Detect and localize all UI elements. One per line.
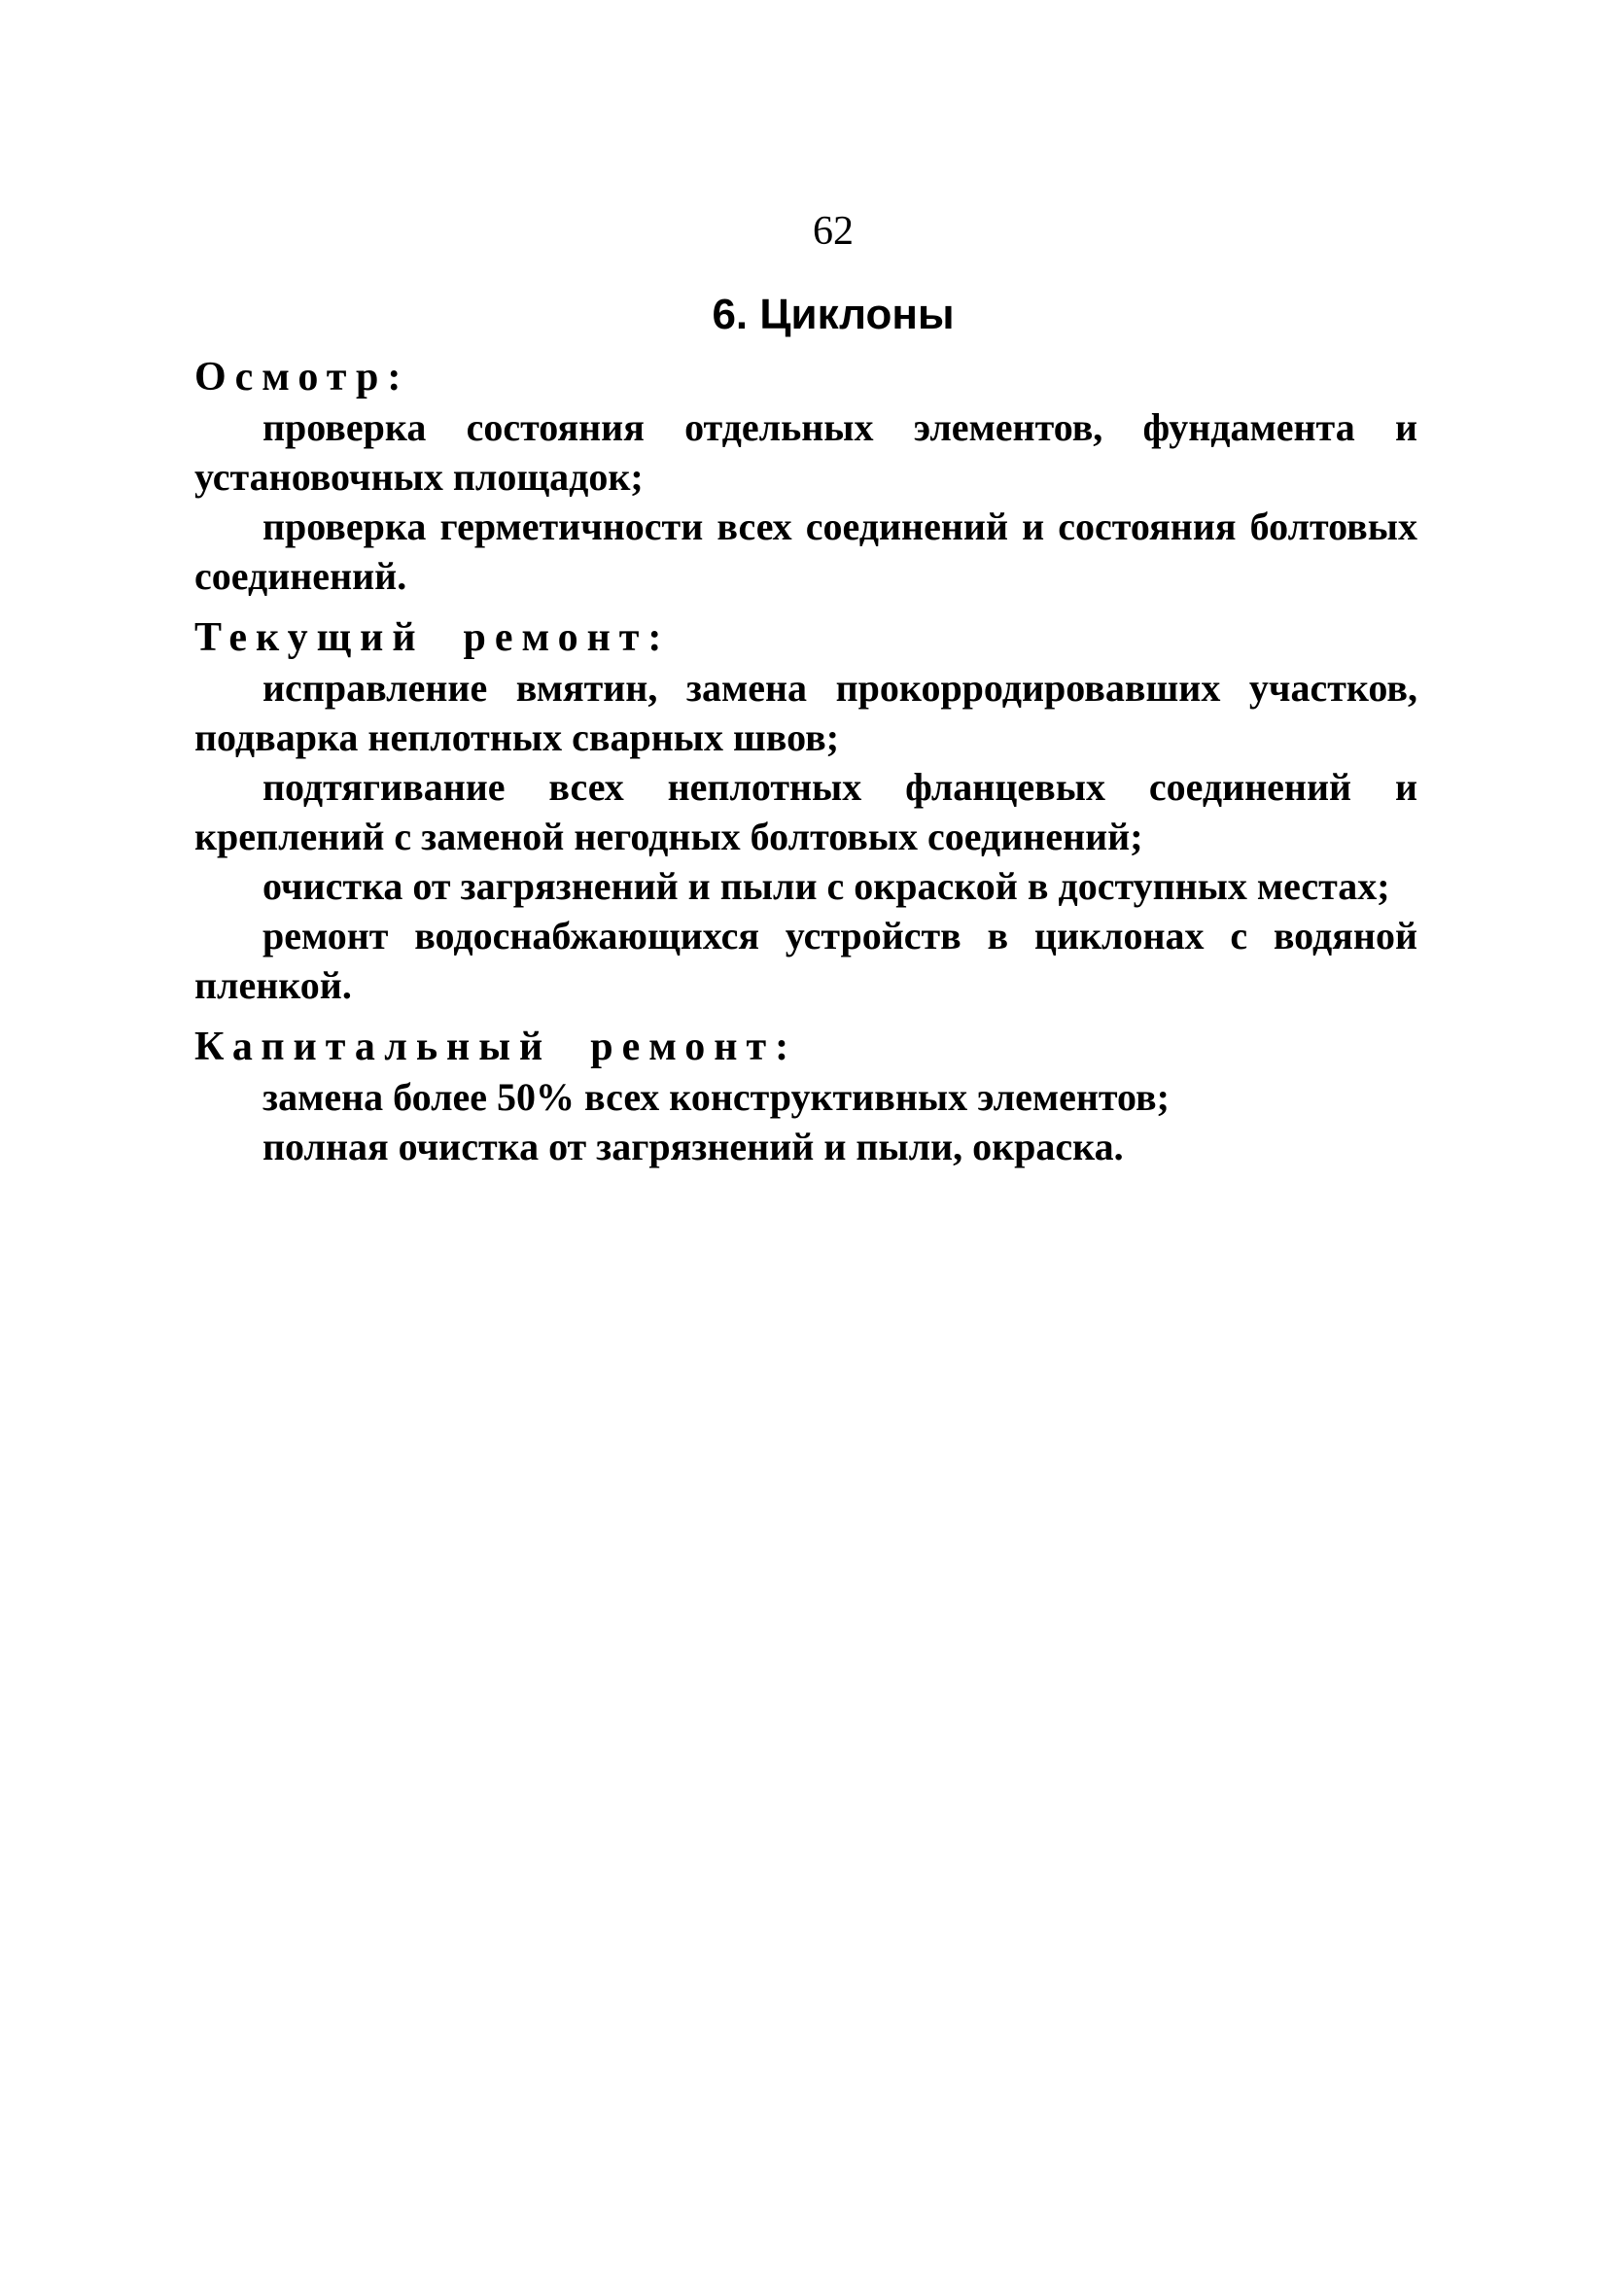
current-repair-heading: Текущий ремонт: xyxy=(194,615,671,660)
inspection-item: проверка состояния отдельных элементов, фундамента и установочных площадок; xyxy=(194,405,1417,499)
capital-repair-section xyxy=(194,1022,1417,1171)
document-body xyxy=(194,352,1417,1183)
capital-repair-item: замена более 50% всех конструктивных элементов; xyxy=(262,1075,1170,1119)
section-title: 6. Циклоны xyxy=(712,291,955,338)
current-repair-section xyxy=(194,612,1417,1010)
current-repair-item: подтягивание всех неплотных фланцевых соединений и креплений с заменой негодных болтовых соединений; xyxy=(194,765,1417,858)
inspection-section xyxy=(194,352,1417,601)
capital-repair-heading: Капитальный ремонт: xyxy=(194,1025,798,1069)
capital-repair-item: полная очистка от загрязнений и пыли, окраска. xyxy=(262,1125,1124,1168)
current-repair-item: очистка от загрязнений и пыли с окраской в доступных местах; xyxy=(262,864,1390,908)
current-repair-item: исправление вмятин, замена прокорродировавших участков, подварка неплотных сварных швов; xyxy=(194,666,1417,759)
inspection-heading: Осмотр: xyxy=(194,355,410,400)
page-number: 62 xyxy=(813,209,854,254)
inspection-item: проверка герметичности всех соединений и состояния болтовых соединений. xyxy=(194,504,1417,598)
current-repair-item: ремонт водоснабжающихся устройств в циклонах с водяной пленкой. xyxy=(194,914,1417,1007)
